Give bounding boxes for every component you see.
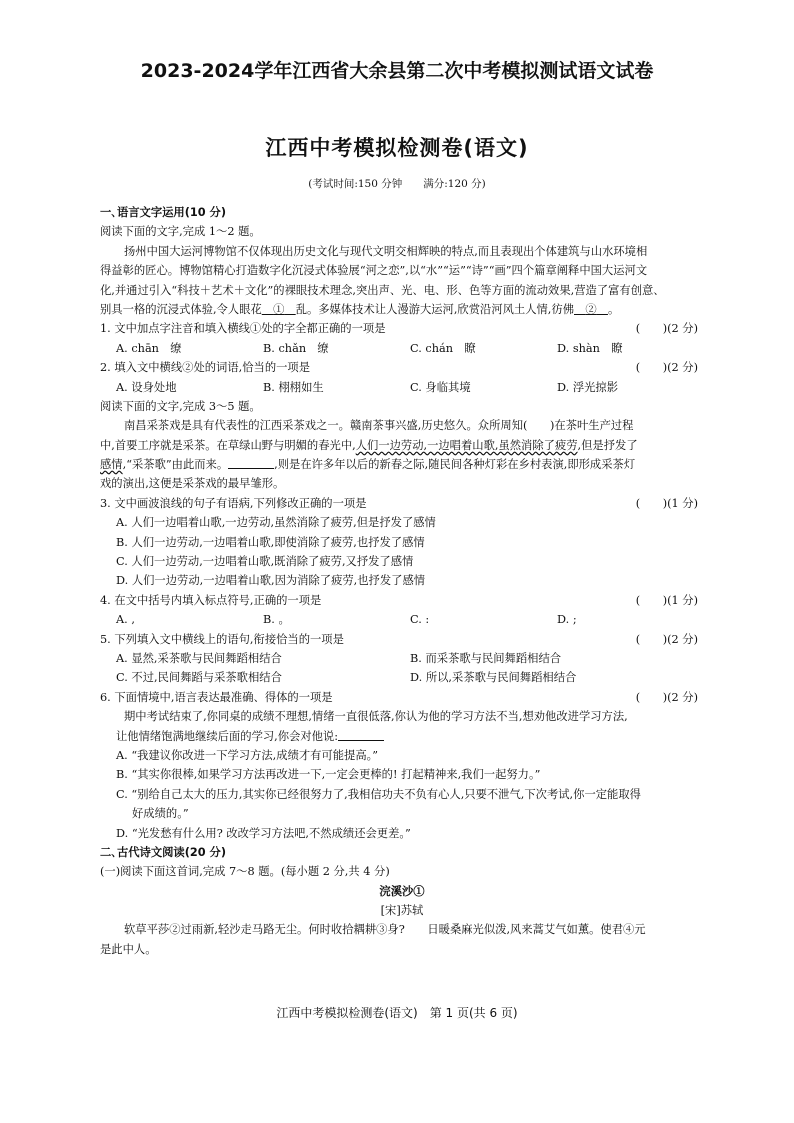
passage2-line: 感情,“采茶歌”由此而来。 ,则是在许多年以后的新春之际,随民间各种灯彩在乡村表演,即形成采茶灯 bbox=[100, 455, 704, 474]
option: D. 人们一边劳动,一边唱着山歌,因为消除了疲劳,也抒发了感情 bbox=[116, 574, 426, 588]
section2-heading: 二､古代诗文阅读(20 分) bbox=[100, 845, 227, 859]
question-2 bbox=[100, 358, 704, 377]
passage1-line: 别具一格的沉浸式体验,令人眼花 ① 乱。多媒体技术让人漫游大运河,欣赏沿河风土人情,彷佛 ② 。 bbox=[100, 302, 620, 316]
section1-heading: 一､语言文字运用(10 分) bbox=[100, 206, 227, 219]
passage1-text: 别具一格的沉浸式体验,令人眼花 bbox=[100, 302, 262, 316]
page-footer: 江西中考模拟检测卷(语文) 第 1 页(共 6 页) bbox=[276, 1006, 518, 1020]
question-1-text: 1. 文中加点字注音和填入横线①处的字全都正确的一项是 bbox=[100, 322, 386, 336]
poem-title: 浣溪沙① bbox=[379, 883, 425, 898]
question-3 bbox=[100, 494, 704, 513]
exam-title: 江西中考模拟检测卷(语文) bbox=[265, 136, 529, 160]
option: A. 设身处地 bbox=[116, 380, 177, 394]
exam-content bbox=[100, 203, 704, 959]
question-1-score: ( )(2 分) bbox=[635, 322, 698, 336]
option: B. “其实你很棒,如果学习方法再改进一下,一定会更棒的! 打起精神来,我们一起努力。” bbox=[116, 768, 541, 782]
read1-intro: 阅读下面的文字,完成 1～2 题。 bbox=[100, 225, 261, 239]
option: A. “我建议你改进一下学习方法,成绩才有可能提高。” bbox=[116, 748, 379, 762]
passage1-line: 化,并通过引入“科技＋艺术＋文化”的裸眼技术理念,突出声、光、电、形、色等方面的流动效果,营造了富有创意、 bbox=[100, 283, 665, 297]
option: B. 。 bbox=[263, 613, 290, 627]
answer-blank bbox=[228, 455, 274, 469]
option: C. 不过,民间舞蹈与采茶歌相结合 bbox=[116, 671, 282, 685]
question-5-options bbox=[100, 668, 704, 687]
answer-blank bbox=[338, 727, 384, 741]
passage1-text: 乱。多媒体技术让人漫游大运河,欣赏沿河风土人情,彷佛 bbox=[295, 302, 574, 316]
question-2-text: 2. 填入文中横线②处的词语,恰当的一项是 bbox=[100, 361, 311, 375]
option: B. 栩栩如生 bbox=[263, 380, 324, 394]
page-title: 2023-2024学年江西省大余县第二次中考模拟测试语文试卷 bbox=[140, 60, 654, 82]
question-5-options bbox=[100, 649, 704, 668]
blank-2: ② bbox=[585, 302, 597, 316]
option: C. “别给自己太大的压力,其实你已经很努力了,我相信功夫不负有心人,只要不泄气,下次考试,你一定能取得 bbox=[116, 787, 641, 801]
poem-author: [宋]苏轼 bbox=[380, 904, 424, 918]
passage2-line: 南昌采茶戏是具有代表性的江西采茶戏之一。赣南茶事兴盛,历史悠久。众所周知( )在茶叶生产过程 bbox=[124, 419, 634, 433]
option: D. shàn 瞭 bbox=[557, 341, 623, 355]
read2-intro: 阅读下面的文字,完成 3～5 题。 bbox=[100, 399, 261, 413]
question-6-text: 6. 下面情境中,语言表达最准确、得体的一项是 bbox=[100, 690, 333, 704]
question-6-score: ( )(2 分) bbox=[635, 690, 698, 704]
passage2-line: 中,首要工序就是采茶。在草绿山野与明媚的春光中,人们一边劳动,一边唱着山歌,虽然消除了疲劳,但是抒发了 bbox=[100, 438, 638, 452]
passage1-line: 扬州中国大运河博物馆不仅体现出历史文化与现代文明交相辉映的特点,而且表现出个体建筑与山水环境相 bbox=[124, 244, 648, 258]
question-3-score: ( )(1 分) bbox=[635, 496, 698, 510]
question-5-score: ( )(2 分) bbox=[635, 632, 698, 646]
question-3-text: 3. 文中画波浪线的句子有语病,下列修改正确的一项是 bbox=[100, 496, 367, 510]
question-6-scenario: 让他情绪饱满地继续后面的学习,你会对他说: bbox=[100, 727, 704, 746]
question-1 bbox=[100, 319, 704, 338]
option: D. 所以,采茶歌与民间舞蹈相结合 bbox=[410, 671, 577, 685]
poem-line: 是此中人。 bbox=[100, 942, 157, 956]
option: C. 身临其境 bbox=[410, 380, 471, 394]
question-5-text: 5. 下列填入文中横线上的语句,衔接恰当的一项是 bbox=[100, 632, 344, 646]
poem-line: 软草平莎②过雨新,轻沙走马路无尘。何时收拾耦耕③身? 日暖桑麻光似泼,风来蒿艾气如薰。使君④元 bbox=[124, 923, 646, 937]
option: B. 人们一边劳动,一边唱着山歌,即使消除了疲劳,也抒发了感情 bbox=[116, 535, 425, 549]
question-4-score: ( )(1 分) bbox=[635, 593, 698, 607]
blank-1: ① bbox=[273, 302, 285, 316]
option: A. , bbox=[116, 613, 135, 627]
option: A. 显然,采茶歌与民间舞蹈相结合 bbox=[116, 651, 282, 665]
poem-intro: (一)阅读下面这首词,完成 7～8 题。(每小题 2 分,共 4 分) bbox=[100, 865, 390, 879]
option-continued: 好成绩的。” bbox=[132, 807, 189, 821]
question-2-score: ( )(2 分) bbox=[635, 361, 698, 375]
option: C. 人们一边劳动,一边唱着山歌,既消除了疲劳,又抒发了感情 bbox=[116, 555, 414, 569]
question-6 bbox=[100, 688, 704, 707]
option: B. chǎn 缭 bbox=[263, 341, 329, 355]
option: D. ; bbox=[557, 613, 577, 627]
question-5 bbox=[100, 630, 704, 649]
option: D. 浮光掠影 bbox=[557, 380, 619, 394]
option: A. chān 缭 bbox=[116, 341, 182, 355]
option: C. : bbox=[410, 613, 430, 627]
option: C. chán 瞭 bbox=[410, 341, 476, 355]
option: B. 而采茶歌与民间舞蹈相结合 bbox=[410, 651, 562, 665]
option: A. 人们一边唱着山歌,一边劳动,虽然消除了疲劳,但是抒发了感情 bbox=[116, 516, 436, 530]
wavy-sentence: 感情 bbox=[100, 458, 123, 472]
passage2-line: 戏的演出,这便是采茶戏的最早雏形。 bbox=[100, 477, 285, 491]
question-4 bbox=[100, 591, 704, 610]
question-4-text: 4. 在文中括号内填入标点符号,正确的一项是 bbox=[100, 593, 322, 607]
wavy-sentence: 人们一边劳动,一边唱着山歌,虽然消除了疲劳 bbox=[355, 438, 578, 452]
question-2-options bbox=[100, 378, 704, 397]
passage1-line: 得益彰的匠心。博物馆精心打造数字化沉浸式体验展“河之恋”,以“水”“运”“诗”“画”四个篇章阐释中国大运河文 bbox=[100, 264, 648, 278]
option: D. “光发愁有什么用? 改改学习方法吧,不然成绩还会更差。” bbox=[116, 826, 411, 840]
exam-meta: (考试时间:150 分钟 满分:120 分) bbox=[308, 178, 486, 190]
question-4-options bbox=[100, 610, 704, 629]
question-1-options bbox=[100, 339, 704, 358]
question-6-scenario: 期中考试结束了,你同桌的成绩不理想,情绪一直很低落,你认为他的学习方法不当,想劝他改进学习方法, bbox=[124, 710, 628, 724]
